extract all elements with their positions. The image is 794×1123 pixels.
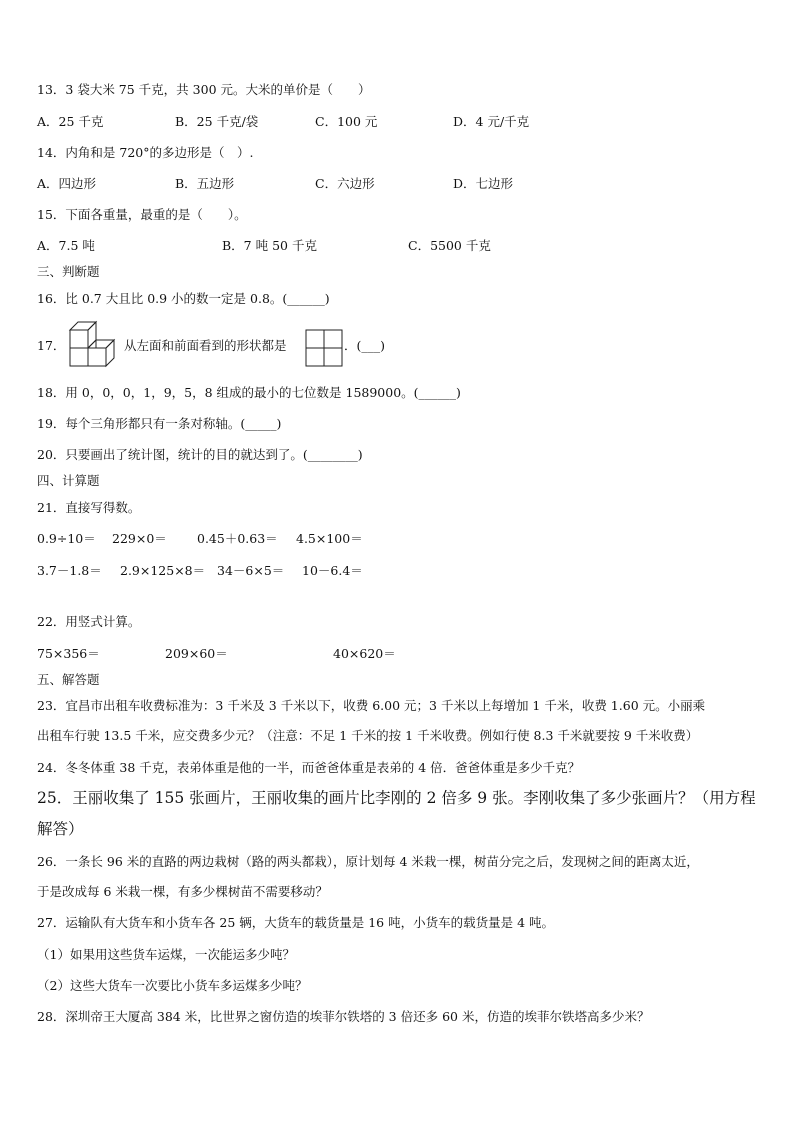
q14-option-c: C．六边形	[315, 176, 375, 191]
q28-text: 28．深圳帝王大厦高 384 米，比世界之窗仿造的埃菲尔铁塔的 3 倍还多 60 米，仿造的埃菲尔铁塔高多少米？	[37, 1009, 650, 1024]
q13-option-d: D．4 元/千克	[453, 114, 530, 129]
q15-option-b: B．7 吨 50 千克	[222, 238, 317, 253]
q21-item: 0.45＋0.63＝	[197, 531, 278, 546]
q13-option-b: B．25 千克/袋	[175, 114, 259, 129]
q14-option-b: B．五边形	[175, 176, 235, 191]
q13-option-a: A．25 千克	[37, 114, 104, 129]
q27-sub-2: （2）这些大货车一次要比小货车多运煤多少吨？	[37, 978, 308, 993]
q22-item: 75×356＝	[37, 646, 100, 661]
q15-option-a: A．7.5 吨	[37, 238, 95, 253]
q22-item: 40×620＝	[333, 646, 396, 661]
section-5-title: 五、解答题	[37, 672, 100, 687]
q25-line-1: 25．王丽收集了 155 张画片，王丽收集的画片比李刚的 2 倍多 9 张。李刚收集了多少张画片？（用方程	[37, 789, 756, 807]
cube-stack-figure	[62, 318, 124, 368]
q14-option-d: D．七边形	[453, 176, 514, 191]
q17-number: 17．	[37, 338, 66, 353]
q27-text: 27．运输队有大货车和小货车各 25 辆，大货车的载货量是 16 吨，小货车的载货量是 4 吨。	[37, 915, 555, 930]
section-3-title: 三、判断题	[37, 264, 100, 279]
q21-item: 4.5×100＝	[296, 531, 363, 546]
q26-line-1: 26．一条长 96 米的直路的两边栽树（路的两头都栽），原计划每 4 米栽一棵，树苗分完之后，发现树之间的距离太近，	[37, 854, 699, 869]
q25-line-2: 解答）	[37, 820, 84, 838]
q18-text: 18．用 0，0，0，1，9，5，8 组成的最小的七位数是 1589000。(______)	[37, 385, 461, 400]
q15-option-c: C．5500 千克	[408, 238, 491, 253]
q17-text: 从左面和前面看到的形状都是	[124, 338, 287, 353]
q21-item: 229×0＝	[112, 531, 167, 546]
q15-text: 15．下面各重量，最重的是（ ）。	[37, 207, 247, 222]
q21-item: 0.9÷10＝	[37, 531, 96, 546]
q23-line-1: 23．宜昌市出租车收费标准为：3 千米及 3 千米以下，收费 6.00 元；3 千米以上每增加 1 千米，收费 1.60 元。小丽乘	[37, 698, 706, 713]
q16-text: 16．比 0.7 大且比 0.9 小的数一定是 0.8。(______)	[37, 291, 330, 306]
q13-text: 13．3 袋大米 75 千克，共 300 元。大米的单价是（ ）	[37, 82, 371, 97]
view-shape-figure	[305, 329, 343, 367]
q20-text: 20．只要画出了统计图，统计的目的就达到了。(________)	[37, 447, 363, 462]
q14-option-a: A．四边形	[37, 176, 97, 191]
q21-item: 10－6.4＝	[302, 563, 363, 578]
q27-sub-1: （1）如果用这些货车运煤，一次能运多少吨？	[37, 947, 295, 962]
q21-item: 3.7－1.8＝	[37, 563, 102, 578]
q22-item: 209×60＝	[165, 646, 228, 661]
q21-title: 21．直接写得数。	[37, 500, 141, 515]
q23-line-2: 出租车行驶 13.5 千米，应交费多少元？（注意：不足 1 千米的按 1 千米收费。例如行使 8.3 千米就要按 9 千米收费）	[37, 728, 699, 743]
q21-item: 2.9×125×8＝	[120, 563, 206, 578]
q14-text: 14．内角和是 720°的多边形是（ ）.	[37, 145, 254, 160]
q13-option-c: C．100 元	[315, 114, 378, 129]
q26-line-2: 于是改成每 6 米栽一棵，有多少棵树苗不需要移动？	[37, 884, 328, 899]
q22-title: 22．用竖式计算。	[37, 614, 141, 629]
section-4-title: 四、计算题	[37, 473, 100, 488]
q21-item: 34－6×5＝	[217, 563, 285, 578]
q24-text: 24．冬冬体重 38 千克，表弟体重是他的一半，而爸爸体重是表弟的 4 倍．爸爸体重是多少千克？	[37, 760, 581, 775]
q17-answer: ．(___)	[344, 338, 386, 353]
q19-text: 19．每个三角形都只有一条对称轴。(_____)	[37, 416, 282, 431]
